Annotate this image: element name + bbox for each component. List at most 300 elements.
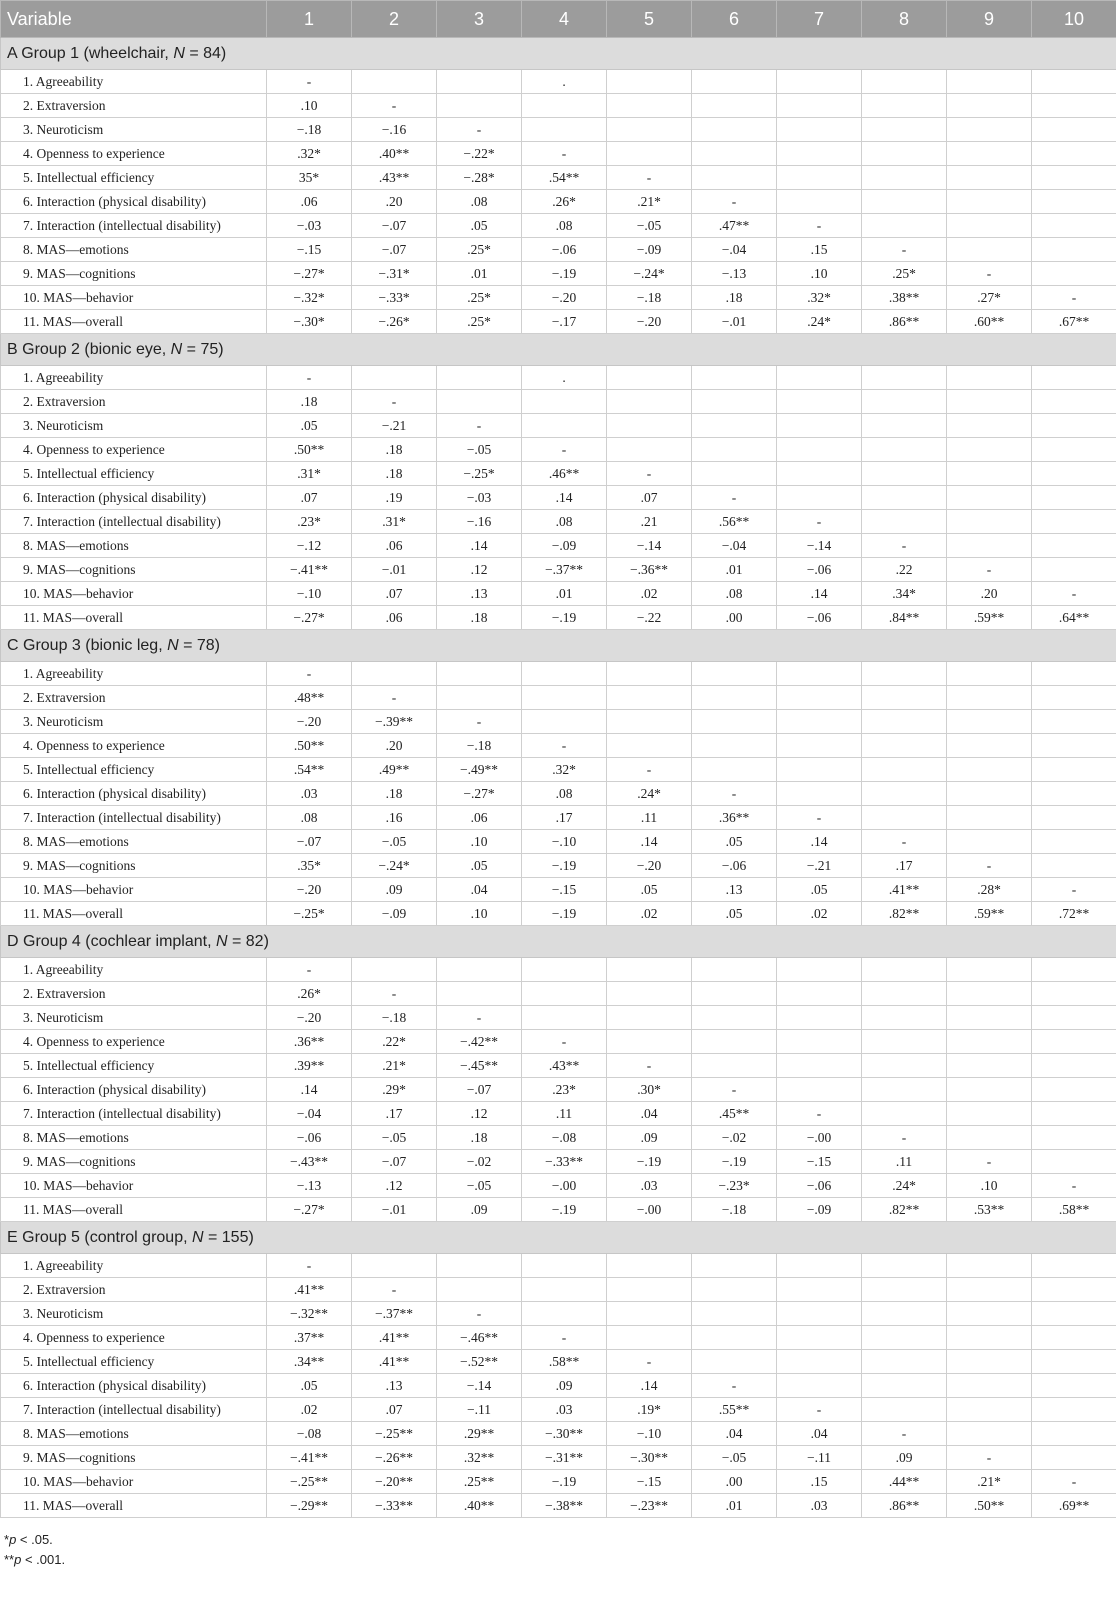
correlation-cell [1032, 166, 1116, 190]
correlation-cell: .04 [607, 1102, 692, 1126]
correlation-cell: .25* [437, 286, 522, 310]
correlation-cell: .54** [267, 758, 352, 782]
variable-label: 8. MAS—emotions [1, 1422, 267, 1446]
variable-label: 7. Interaction (intellectual disability) [1, 510, 267, 534]
variable-label: 6. Interaction (physical disability) [1, 486, 267, 510]
correlation-cell [1032, 486, 1116, 510]
correlation-cell: −.20 [267, 1006, 352, 1030]
table-row [1, 1006, 1116, 1030]
variable-label: 8. MAS—emotions [1, 1126, 267, 1150]
correlation-cell: - [1032, 286, 1116, 310]
correlation-cell [1032, 1374, 1116, 1398]
correlation-cell: .69** [1032, 1494, 1116, 1518]
table-row [1, 1126, 1116, 1150]
correlation-cell: .47** [692, 214, 777, 238]
correlation-cell [947, 1350, 1032, 1374]
footnote-text: < .001. [21, 1552, 66, 1567]
correlation-cell: .55** [692, 1398, 777, 1422]
correlation-cell: −.00 [607, 1198, 692, 1222]
correlation-cell: .18 [692, 286, 777, 310]
table-row [1, 166, 1116, 190]
correlation-cell: −.41** [267, 558, 352, 582]
correlation-cell: .44** [862, 1470, 947, 1494]
correlation-cell: −.10 [607, 1422, 692, 1446]
correlation-cell [437, 662, 522, 686]
correlation-cell: −.25* [437, 462, 522, 486]
correlation-cell: .24* [777, 310, 862, 334]
correlation-cell: .07 [607, 486, 692, 510]
correlation-cell: −.10 [267, 582, 352, 606]
correlation-cell [947, 70, 1032, 94]
correlation-cell: - [267, 70, 352, 94]
correlation-cell: .43** [352, 166, 437, 190]
correlation-cell [947, 366, 1032, 390]
correlation-cell: −.13 [267, 1174, 352, 1198]
correlation-cell: .21* [947, 1470, 1032, 1494]
group-title-prefix: D Group 4 (cochlear implant, [7, 932, 216, 950]
correlation-cell [1032, 142, 1116, 166]
correlation-cell [522, 1006, 607, 1030]
correlation-cell: −.19 [522, 262, 607, 286]
column-header-9: 9 [947, 1, 1032, 38]
group-title-suffix: = 84) [184, 44, 227, 62]
correlation-cell [607, 94, 692, 118]
correlation-cell [437, 366, 522, 390]
correlation-cell: −.08 [522, 1126, 607, 1150]
correlation-cell: −.09 [352, 902, 437, 926]
correlation-cell: −.26** [352, 1446, 437, 1470]
correlation-cell: −.23** [607, 1494, 692, 1518]
correlation-cell [1032, 686, 1116, 710]
correlation-cell: - [522, 1326, 607, 1350]
correlation-cell: .22 [862, 558, 947, 582]
correlation-cell: .86** [862, 1494, 947, 1518]
correlation-cell: .17 [522, 806, 607, 830]
correlation-cell [947, 118, 1032, 142]
correlation-cell [692, 710, 777, 734]
correlation-cell: .14 [267, 1078, 352, 1102]
variable-label: 11. MAS—overall [1, 606, 267, 630]
correlation-cell: .03 [607, 1174, 692, 1198]
correlation-cell [1032, 734, 1116, 758]
correlation-cell: .50** [267, 734, 352, 758]
correlation-cell [607, 1302, 692, 1326]
correlation-cell: - [607, 758, 692, 782]
variable-label: 3. Neuroticism [1, 1302, 267, 1326]
correlation-cell [777, 662, 862, 686]
footnote-stars: ** [4, 1552, 15, 1567]
correlation-cell [947, 166, 1032, 190]
correlation-cell: .32* [267, 142, 352, 166]
correlation-cell: −.19 [607, 1150, 692, 1174]
correlation-cell: .21 [607, 510, 692, 534]
table-row [1, 1278, 1116, 1302]
correlation-cell [692, 94, 777, 118]
correlation-cell [522, 414, 607, 438]
variable-label: 4. Openness to experience [1, 438, 267, 462]
correlation-cell [862, 366, 947, 390]
correlation-cell [1032, 1006, 1116, 1030]
correlation-cell: .02 [607, 582, 692, 606]
correlation-cell [1032, 1254, 1116, 1278]
correlation-cell [1032, 462, 1116, 486]
correlation-cell: −.17 [522, 310, 607, 334]
correlation-cell: −.25** [267, 1470, 352, 1494]
correlation-cell [862, 806, 947, 830]
correlation-cell: .19 [352, 486, 437, 510]
correlation-cell: −.18 [267, 118, 352, 142]
correlation-cell: −.04 [692, 534, 777, 558]
correlation-cell: −.14 [607, 534, 692, 558]
variable-label: 11. MAS—overall [1, 902, 267, 926]
correlation-cell [692, 958, 777, 982]
correlation-cell: −.18 [607, 286, 692, 310]
correlation-cell: −.09 [777, 1198, 862, 1222]
variable-label: 4. Openness to experience [1, 1030, 267, 1054]
correlation-cell [1032, 262, 1116, 286]
correlation-cell: −.24* [607, 262, 692, 286]
column-header-10: 10 [1032, 1, 1116, 38]
group-n-label: N [191, 1228, 204, 1246]
correlation-cell [1032, 1054, 1116, 1078]
correlation-cell [1032, 1030, 1116, 1054]
table-row [1, 758, 1116, 782]
correlation-cell: −.24* [352, 854, 437, 878]
correlation-cell [777, 734, 862, 758]
correlation-cell: −.10 [522, 830, 607, 854]
group-n-label: N [173, 44, 185, 62]
correlation-cell: - [352, 390, 437, 414]
correlation-cell: .19* [607, 1398, 692, 1422]
table-row [1, 1102, 1116, 1126]
group-header-row [1, 926, 1116, 958]
correlation-cell: .00 [692, 1470, 777, 1494]
correlation-cell [862, 390, 947, 414]
variable-label: 10. MAS—behavior [1, 878, 267, 902]
correlation-cell: - [862, 1126, 947, 1150]
group-title-suffix: = 75) [182, 340, 224, 358]
correlation-cell [1032, 710, 1116, 734]
correlation-cell [862, 1374, 947, 1398]
correlation-cell: −.22* [437, 142, 522, 166]
correlation-cell [1032, 982, 1116, 1006]
correlation-cell [607, 1030, 692, 1054]
correlation-cell: .27* [947, 286, 1032, 310]
correlation-cell [607, 1006, 692, 1030]
correlation-cell [607, 70, 692, 94]
correlation-cell: .04 [437, 878, 522, 902]
correlation-cell: .12 [437, 558, 522, 582]
correlation-cell [1032, 366, 1116, 390]
variable-label: 3. Neuroticism [1, 414, 267, 438]
correlation-cell [1032, 190, 1116, 214]
correlation-cell: .05 [267, 1374, 352, 1398]
correlation-cell [522, 982, 607, 1006]
correlation-cell: .30* [607, 1078, 692, 1102]
correlation-cell: .04 [777, 1422, 862, 1446]
correlation-cell: .43** [522, 1054, 607, 1078]
correlation-cell: - [1032, 582, 1116, 606]
variable-label: 7. Interaction (intellectual disability) [1, 806, 267, 830]
correlation-cell [692, 118, 777, 142]
correlation-cell: - [862, 238, 947, 262]
variable-label: 3. Neuroticism [1, 118, 267, 142]
correlation-cell: −.15 [267, 238, 352, 262]
correlation-cell [437, 70, 522, 94]
correlation-cell [692, 70, 777, 94]
correlation-cell: .34** [267, 1350, 352, 1374]
correlation-cell: .08 [267, 806, 352, 830]
correlation-cell: .14 [777, 582, 862, 606]
correlation-cell: .05 [267, 414, 352, 438]
table-row [1, 878, 1116, 902]
table-row [1, 510, 1116, 534]
correlation-cell: −.31** [522, 1446, 607, 1470]
correlation-cell: .03 [522, 1398, 607, 1422]
variable-label: 8. MAS—emotions [1, 830, 267, 854]
correlation-cell [947, 958, 1032, 982]
group-title-prefix: C Group 3 (bionic leg, [7, 636, 168, 654]
variable-label: 2. Extraversion [1, 94, 267, 118]
correlation-cell [947, 1054, 1032, 1078]
table-row [1, 1374, 1116, 1398]
correlation-cell [862, 214, 947, 238]
table-row [1, 854, 1116, 878]
correlation-cell [1032, 238, 1116, 262]
variable-label: 10. MAS—behavior [1, 1174, 267, 1198]
correlation-cell: - [522, 142, 607, 166]
correlation-cell: .21* [607, 190, 692, 214]
correlation-cell: - [862, 830, 947, 854]
correlation-cell: - [692, 782, 777, 806]
table-row [1, 366, 1116, 390]
correlation-cell [777, 1302, 862, 1326]
group-title-prefix: B Group 2 (bionic eye, [7, 340, 171, 358]
correlation-cell [862, 1278, 947, 1302]
correlation-cell: .06 [267, 190, 352, 214]
correlation-cell: .82** [862, 902, 947, 926]
correlation-cell: .10 [437, 830, 522, 854]
correlation-cell [947, 414, 1032, 438]
correlation-cell [777, 1350, 862, 1374]
variable-label: 4. Openness to experience [1, 1326, 267, 1350]
correlation-cell: −.05 [437, 1174, 522, 1198]
table-row [1, 662, 1116, 686]
correlation-cell [522, 710, 607, 734]
correlation-cell [692, 1278, 777, 1302]
correlation-cell [352, 366, 437, 390]
variable-label: 1. Agreeability [1, 366, 267, 390]
correlation-cell: −.33* [352, 286, 437, 310]
correlation-cell: −.01 [352, 558, 437, 582]
group-title [1, 630, 1116, 662]
correlation-cell [1032, 782, 1116, 806]
correlation-cell [692, 1326, 777, 1350]
group-title-suffix: = 78) [178, 636, 220, 654]
correlation-cell: −.42** [437, 1030, 522, 1054]
correlation-cell: .40** [437, 1494, 522, 1518]
correlation-cell: −.27* [267, 262, 352, 286]
correlation-cell: −.20 [267, 878, 352, 902]
correlation-cell: .11 [607, 806, 692, 830]
correlation-cell: −.09 [522, 534, 607, 558]
correlation-cell: .09 [607, 1126, 692, 1150]
correlation-cell [947, 1254, 1032, 1278]
correlation-cell: .41** [862, 878, 947, 902]
correlation-cell: −.20 [522, 286, 607, 310]
correlation-cell: −.05 [607, 214, 692, 238]
correlation-cell: −.39** [352, 710, 437, 734]
variable-label: 5. Intellectual efficiency [1, 758, 267, 782]
correlation-cell: −.06 [777, 558, 862, 582]
group-n-label: N [167, 636, 179, 654]
variable-label: 5. Intellectual efficiency [1, 166, 267, 190]
correlation-cell: - [437, 710, 522, 734]
correlation-cell: .09 [522, 1374, 607, 1398]
correlation-cell: −.07 [352, 214, 437, 238]
correlation-cell [437, 390, 522, 414]
correlation-cell [862, 190, 947, 214]
group-header-row [1, 1222, 1116, 1254]
correlation-cell: .10 [267, 94, 352, 118]
correlation-cell: −.03 [437, 486, 522, 510]
correlation-cell: .14 [777, 830, 862, 854]
correlation-cell: −.18 [352, 1006, 437, 1030]
correlation-cell [862, 1350, 947, 1374]
correlation-cell: −.01 [352, 1198, 437, 1222]
correlation-cell [692, 166, 777, 190]
correlation-cell [1032, 1326, 1116, 1350]
variable-label: 7. Interaction (intellectual disability) [1, 214, 267, 238]
correlation-cell: −.21 [777, 854, 862, 878]
correlation-cell: −.05 [352, 830, 437, 854]
correlation-cell [1032, 94, 1116, 118]
correlation-cell [947, 238, 1032, 262]
correlation-cell: - [777, 806, 862, 830]
correlation-cell [692, 390, 777, 414]
variable-label: 6. Interaction (physical disability) [1, 1078, 267, 1102]
correlation-cell: −.22 [607, 606, 692, 630]
correlation-cell: −.49** [437, 758, 522, 782]
table-row [1, 1150, 1116, 1174]
correlation-cell [777, 390, 862, 414]
correlation-cell [607, 390, 692, 414]
correlation-cell: - [607, 1054, 692, 1078]
correlation-cell: - [947, 262, 1032, 286]
group-title-prefix: A Group 1 (wheelchair, [7, 44, 174, 62]
correlation-cell [777, 190, 862, 214]
correlation-cell [862, 958, 947, 982]
correlation-cell: .12 [437, 1102, 522, 1126]
correlation-cell: .02 [777, 902, 862, 926]
correlation-cell: −.19 [692, 1150, 777, 1174]
correlation-cell [777, 118, 862, 142]
table-row [1, 1350, 1116, 1374]
correlation-cell: −.38** [522, 1494, 607, 1518]
table-row [1, 982, 1116, 1006]
correlation-cell: −.16 [352, 118, 437, 142]
correlation-cell [692, 142, 777, 166]
variable-label: 6. Interaction (physical disability) [1, 1374, 267, 1398]
correlation-cell: −.13 [692, 262, 777, 286]
correlation-cell [862, 118, 947, 142]
correlation-cell: .09 [352, 878, 437, 902]
correlation-cell [352, 662, 437, 686]
correlation-cell: - [352, 686, 437, 710]
correlation-cell [692, 1254, 777, 1278]
variable-label: 9. MAS—cognitions [1, 262, 267, 286]
variable-label: 9. MAS—cognitions [1, 558, 267, 582]
correlation-cell: −.46** [437, 1326, 522, 1350]
table-row [1, 606, 1116, 630]
correlation-cell: - [352, 1278, 437, 1302]
correlation-cell: - [947, 854, 1032, 878]
variable-label: 4. Openness to experience [1, 734, 267, 758]
table-row [1, 1422, 1116, 1446]
correlation-cell: −.19 [522, 1198, 607, 1222]
correlation-cell [1032, 662, 1116, 686]
correlation-cell: .10 [777, 262, 862, 286]
correlation-cell [1032, 558, 1116, 582]
correlation-cell: .04 [692, 1422, 777, 1446]
correlation-cell: .32* [522, 758, 607, 782]
correlation-cell [777, 1030, 862, 1054]
correlation-cell [1032, 830, 1116, 854]
correlation-cell: .05 [692, 830, 777, 854]
variable-label: 3. Neuroticism [1, 1006, 267, 1030]
table-row [1, 686, 1116, 710]
variable-label: 8. MAS—emotions [1, 534, 267, 558]
correlation-cell: .36** [267, 1030, 352, 1054]
correlation-cell: .59** [947, 606, 1032, 630]
group-title-suffix: = 155) [203, 1228, 254, 1246]
correlation-cell [947, 510, 1032, 534]
correlation-cell [947, 1326, 1032, 1350]
table-row [1, 190, 1116, 214]
correlation-cell [862, 1030, 947, 1054]
correlation-cell [352, 1254, 437, 1278]
correlation-cell [947, 806, 1032, 830]
correlation-cell: −.00 [777, 1126, 862, 1150]
correlation-cell: - [692, 190, 777, 214]
correlation-cell: −.37** [352, 1302, 437, 1326]
table-row [1, 582, 1116, 606]
correlation-cell [1032, 1350, 1116, 1374]
correlation-cell: .82** [862, 1198, 947, 1222]
correlation-cell: .18 [352, 462, 437, 486]
correlation-cell: −.21 [352, 414, 437, 438]
correlation-cell: .56** [692, 510, 777, 534]
footnote-p: p [14, 1552, 22, 1567]
correlation-cell: - [947, 558, 1032, 582]
variable-label: 5. Intellectual efficiency [1, 1054, 267, 1078]
correlation-cell: .11 [862, 1150, 947, 1174]
correlation-cell: .37** [267, 1326, 352, 1350]
correlation-cell: .15 [777, 1470, 862, 1494]
table-row [1, 1078, 1116, 1102]
correlation-cell [947, 190, 1032, 214]
correlation-cell: −.06 [777, 606, 862, 630]
correlation-cell: −.25* [267, 902, 352, 926]
correlation-cell [947, 462, 1032, 486]
correlation-cell: −.04 [692, 238, 777, 262]
table-row [1, 1198, 1116, 1222]
variable-label: 2. Extraversion [1, 390, 267, 414]
correlation-cell: .31* [267, 462, 352, 486]
correlation-cell: −.01 [692, 310, 777, 334]
correlation-cell [1032, 438, 1116, 462]
correlation-cell [1032, 1078, 1116, 1102]
